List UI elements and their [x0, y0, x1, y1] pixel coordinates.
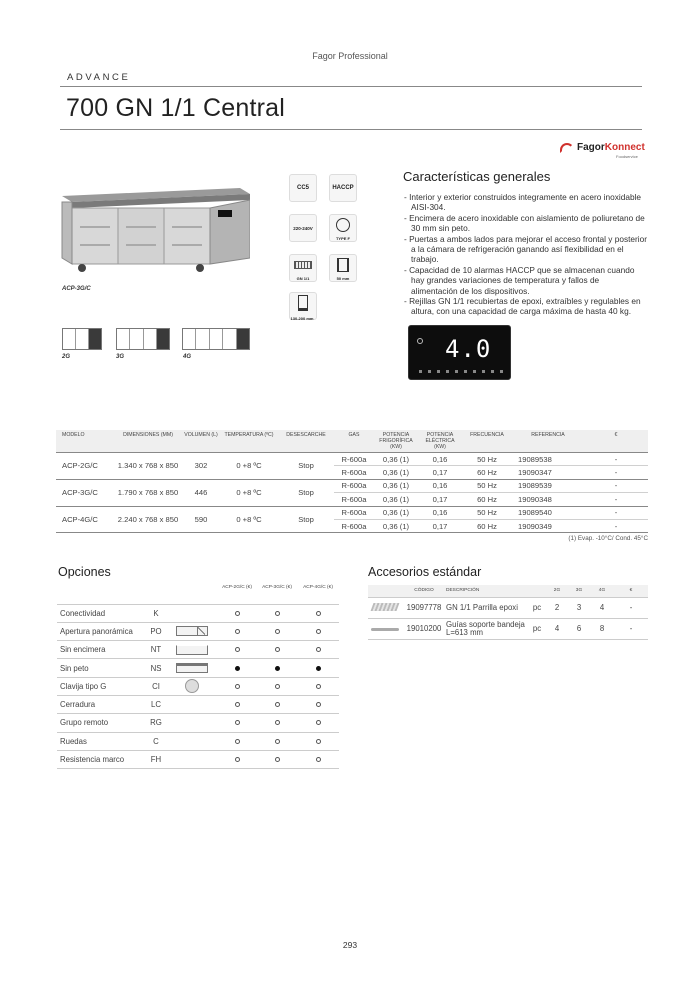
logo-mark-icon: [560, 143, 574, 153]
ref-cell: 19089539: [512, 479, 584, 492]
accessory-row: [368, 618, 648, 639]
ref-cell: 19089538: [512, 453, 584, 466]
accessory-unit: pc: [528, 618, 546, 639]
optional-icon: [275, 647, 280, 652]
product-image: [60, 166, 250, 276]
option-code: CI: [145, 677, 167, 695]
panoramic-door-icon: [176, 626, 208, 636]
no-upstand-icon: [176, 663, 208, 673]
defrost-cell: Stop: [278, 506, 334, 533]
option-label: Ruedas: [57, 732, 145, 750]
optional-icon: [316, 629, 321, 634]
option-code: LC: [145, 695, 167, 713]
haccp-icon: HACCP: [329, 174, 357, 202]
option-row: [57, 695, 339, 713]
brand-name: Fagor Professional: [312, 51, 388, 61]
freq-cell: 50 Hz: [462, 506, 512, 519]
price-cell: -: [584, 466, 648, 479]
voltage-icon: 220-240V: [289, 214, 317, 242]
dims-cell: 1.340 x 768 x 850: [114, 453, 182, 480]
cc5-icon: CC5: [289, 174, 317, 202]
accessory-price: -: [614, 597, 648, 618]
optional-icon: [235, 684, 240, 689]
qty-2g: 2: [546, 597, 568, 618]
accessory-row: [368, 597, 648, 618]
tray-rail-icon: [371, 628, 399, 631]
elec-power-cell: 0,16: [418, 479, 462, 492]
accessory-unit: pc: [528, 597, 546, 618]
optional-icon: [235, 629, 240, 634]
col-header: ACP-4G/C (€): [303, 585, 333, 590]
option-label: Clavija tipo G: [57, 677, 145, 695]
logo-subtext: Foodservice: [616, 154, 638, 159]
optional-icon: [316, 647, 321, 652]
optional-icon: [235, 739, 240, 744]
accessory-code: 19097778: [402, 597, 446, 618]
divider: [60, 86, 642, 87]
col-header: ACP-3G/C (€): [262, 585, 292, 590]
option-row: [57, 714, 339, 732]
optional-icon: [275, 684, 280, 689]
accessories-table: [368, 585, 648, 640]
cool-power-cell: 0,36 (1): [374, 453, 418, 466]
table-row: [56, 506, 648, 519]
option-code: FH: [145, 750, 167, 768]
feature-item: - Capacidad de 10 alarmas HACCP que se almacenan cuando hay grandes variaciones de temperatura y fallos de alimentación de los dispositivos.: [404, 264, 635, 296]
freq-cell: 60 Hz: [462, 519, 512, 532]
config-4g-diagram: [182, 328, 250, 350]
option-label: Grupo remoto: [57, 714, 145, 732]
feature-item: - Puertas a ambos lados para mejorar el acceso frontal y posterior a la cámara de refrigeración ganando así flexibilidad en el trabajo.: [404, 233, 648, 265]
panel-buttons: [419, 370, 503, 373]
optional-icon: [316, 757, 321, 762]
power-icon: [417, 338, 423, 344]
col-header: CÓDIGO: [402, 585, 446, 597]
optional-icon: [235, 611, 240, 616]
col-header: FRECUENCIA: [462, 430, 512, 453]
standard-icon: [275, 666, 280, 671]
option-code: PO: [145, 622, 167, 640]
price-cell: -: [584, 506, 648, 519]
option-row: [57, 641, 339, 659]
cool-power-cell: 0,36 (1): [374, 493, 418, 506]
gas-cell: R-600a: [334, 519, 374, 532]
option-row: [57, 622, 339, 640]
price-cell: -: [584, 493, 648, 506]
price-cell: -: [584, 519, 648, 532]
option-row: [57, 732, 339, 750]
option-row: [57, 750, 339, 768]
optional-icon: [316, 684, 321, 689]
option-row: [57, 659, 339, 677]
temp-cell: 0 +8 ºC: [220, 453, 278, 480]
qty-4g: 4: [590, 597, 614, 618]
plug-type-g-icon: [185, 679, 199, 693]
freq-cell: 50 Hz: [462, 479, 512, 492]
ref-cell: 19089540: [512, 506, 584, 519]
volume-cell: 302: [182, 453, 220, 480]
option-label: Resistencia marco: [57, 750, 145, 768]
standard-icon: [235, 666, 240, 671]
col-header: VOLUMEN (L): [182, 430, 220, 453]
col-header: €: [584, 430, 648, 453]
table-row: [56, 479, 648, 492]
qty-4g: 8: [590, 618, 614, 639]
table-footnote: (1) Evap. -10°C/ Cond. 45°C: [568, 535, 648, 542]
defrost-cell: Stop: [278, 479, 334, 506]
options-table: [57, 585, 339, 769]
ref-cell: 19090347: [512, 466, 584, 479]
accessory-desc: GN 1/1 Parrilla epoxi: [446, 597, 528, 618]
optional-icon: [275, 611, 280, 616]
freq-cell: 60 Hz: [462, 466, 512, 479]
col-header: POTENCIA ELÉCTRICA (KW): [418, 430, 462, 453]
product-label: ACP-3G/C: [62, 286, 91, 292]
optional-icon: [275, 702, 280, 707]
option-label: Cerradura: [57, 695, 145, 713]
features-title: Características generales: [403, 169, 551, 184]
col-header: REFERENCIA: [512, 430, 584, 453]
feature-item: - Rejillas GN 1/1 recubiertas de epoxi, extraíbles y regulables en altura, con una capacidad de carga máxima de hasta 40 kg.: [404, 296, 641, 317]
optional-icon: [316, 702, 321, 707]
table-row: [56, 453, 648, 466]
cool-power-cell: 0,36 (1): [374, 519, 418, 532]
spec-table: [56, 430, 648, 533]
col-header: 3G: [568, 585, 590, 597]
divider: [60, 129, 642, 130]
elec-power-cell: 0,17: [418, 466, 462, 479]
section-label: ADVANCE: [67, 72, 131, 83]
col-header: 2G: [546, 585, 568, 597]
col-header: €: [614, 585, 648, 597]
option-label: Conectividad: [57, 604, 145, 622]
gas-cell: R-600a: [334, 493, 374, 506]
elec-power-cell: 0,17: [418, 519, 462, 532]
optional-icon: [275, 757, 280, 762]
qty-3g: 3: [568, 597, 590, 618]
optional-icon: [235, 702, 240, 707]
ref-cell: 19090349: [512, 519, 584, 532]
optional-icon: [275, 720, 280, 725]
optional-icon: [235, 757, 240, 762]
option-row: [57, 604, 339, 622]
page-number: 293: [342, 940, 358, 950]
optional-icon: [275, 629, 280, 634]
optional-icon: [316, 611, 321, 616]
feature-item: - Interior y exterior construidos integramente en acero inoxidable AISI-304.: [404, 192, 642, 213]
option-code: C: [145, 732, 167, 750]
features-list: [403, 192, 648, 317]
option-code: NS: [145, 659, 167, 677]
col-header: DESCRIPCIÓN: [446, 585, 528, 597]
model-cell: ACP-4G/C: [56, 506, 114, 533]
optional-icon: [275, 739, 280, 744]
freq-cell: 60 Hz: [462, 493, 512, 506]
col-header: DESESCARCHE: [278, 430, 334, 453]
dims-cell: 2.240 x 768 x 850: [114, 506, 182, 533]
col-header: MODELO: [56, 430, 114, 453]
elec-power-cell: 0,16: [418, 453, 462, 466]
gn-tray-caption: GN 1/1: [296, 276, 310, 281]
option-code: NT: [145, 641, 167, 659]
col-header: POTENCIA FRIGORÍFICA (KW): [374, 430, 418, 453]
defrost-cell: Stop: [278, 453, 334, 480]
col-header: TEMPERATURA (ºC): [220, 430, 278, 453]
temp-cell: 0 +8 ºC: [220, 506, 278, 533]
temp-cell: 0 +8 ºC: [220, 479, 278, 506]
elec-power-cell: 0,17: [418, 493, 462, 506]
no-top-icon: [176, 645, 208, 655]
col-header: GAS: [334, 430, 374, 453]
option-label: Apertura panorámica: [57, 622, 145, 640]
leg-height-caption: 130-200 mm: [290, 316, 314, 321]
grid-rack-icon: [371, 603, 400, 611]
feature-item: - Encimera de acero inoxidable con aislamiento de poliuretano de 30 mm sin peto.: [404, 212, 645, 234]
dims-cell: 1.790 x 768 x 850: [114, 479, 182, 506]
option-label: Sin peto: [57, 659, 145, 677]
accessory-price: -: [614, 618, 648, 639]
cool-power-cell: 0,36 (1): [374, 506, 418, 519]
config-3g-label: 3G: [116, 354, 125, 360]
option-label: Sin encimera: [57, 641, 145, 659]
col-header: DIMENSIONES (MM): [114, 430, 182, 453]
cool-power-cell: 0,36 (1): [374, 466, 418, 479]
config-2g-label: 2G: [62, 354, 71, 360]
page-title: 700 GN 1/1 Central: [66, 94, 285, 122]
price-cell: -: [584, 453, 648, 466]
col-header: 4G: [590, 585, 614, 597]
gas-cell: R-600a: [334, 506, 374, 519]
accessories-title: Accesorios estándar: [368, 565, 482, 579]
accessory-code: 19010200: [402, 618, 446, 639]
config-4g-label: 4G: [183, 354, 192, 360]
option-code: K: [145, 604, 167, 622]
fagor-konnect-logo: [560, 139, 648, 161]
temperature-display: 4.0: [445, 335, 492, 363]
option-code: RG: [145, 714, 167, 732]
tray-gap-caption: 50 mm: [336, 276, 350, 281]
standard-icon: [316, 666, 321, 671]
qty-2g: 4: [546, 618, 568, 639]
accessory-desc: Guías soporte bandeja L=613 mm: [446, 618, 528, 639]
control-panel-image: [408, 325, 511, 380]
optional-icon: [316, 739, 321, 744]
optional-icon: [316, 720, 321, 725]
qty-3g: 6: [568, 618, 590, 639]
optional-icon: [235, 647, 240, 652]
optional-icon: [235, 720, 240, 725]
options-title: Opciones: [58, 565, 111, 579]
logo-text: FagorKonnect: [577, 142, 645, 153]
col-header: ACP-2G/C (€): [222, 585, 252, 590]
model-cell: ACP-3G/C: [56, 479, 114, 506]
plug-type-f-caption: TYPE F: [335, 236, 350, 241]
cool-power-cell: 0,36 (1): [374, 479, 418, 492]
option-row: [57, 677, 339, 695]
price-cell: -: [584, 479, 648, 492]
elec-power-cell: 0,16: [418, 506, 462, 519]
gas-cell: R-600a: [334, 466, 374, 479]
config-2g-diagram: [62, 328, 102, 350]
gas-cell: R-600a: [334, 479, 374, 492]
config-3g-diagram: [116, 328, 170, 350]
volume-cell: 590: [182, 506, 220, 533]
volume-cell: 446: [182, 479, 220, 506]
ref-cell: 19090348: [512, 493, 584, 506]
gas-cell: R-600a: [334, 453, 374, 466]
model-cell: ACP-2G/C: [56, 453, 114, 480]
freq-cell: 50 Hz: [462, 453, 512, 466]
